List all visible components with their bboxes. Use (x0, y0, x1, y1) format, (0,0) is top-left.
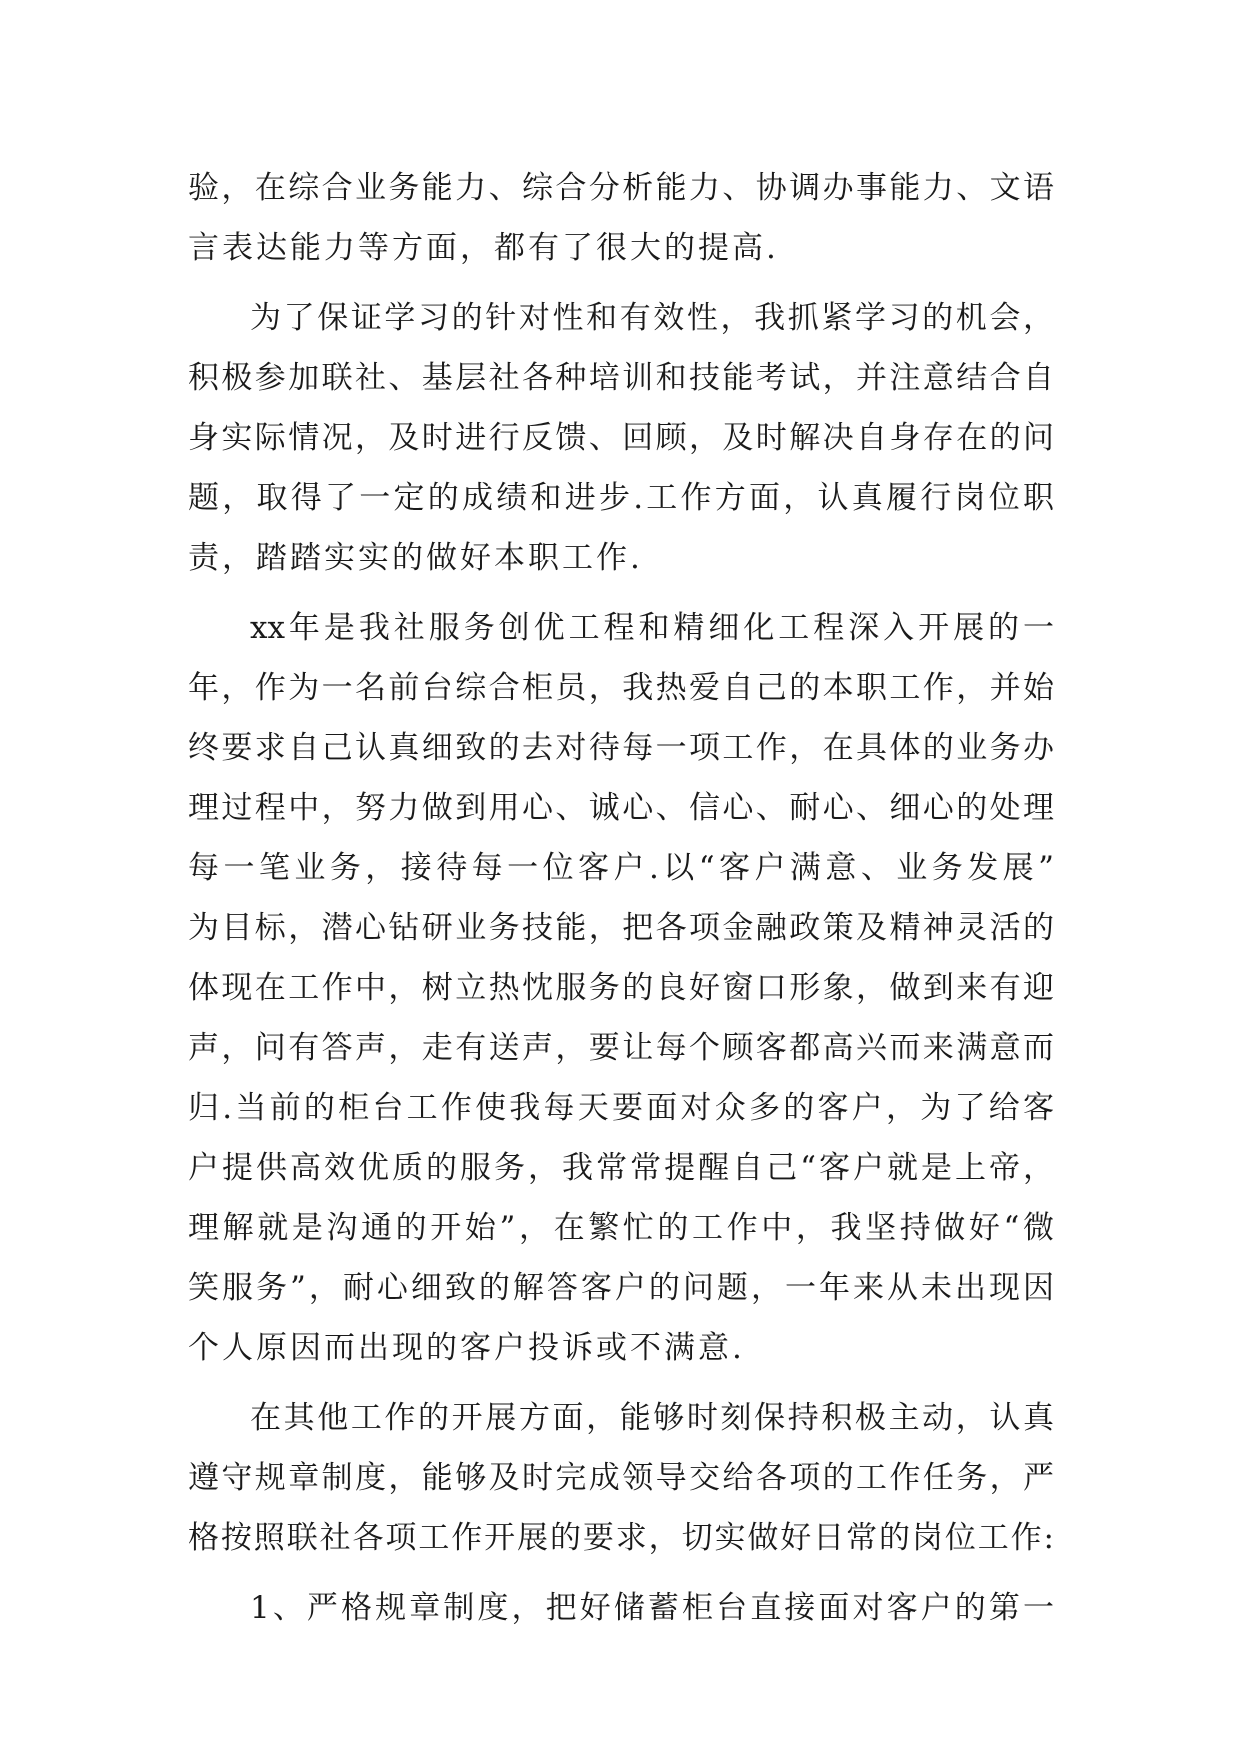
text-line: 终要求自己认真细致的去对待每一项工作，在具体的业务办 (188, 730, 1054, 766)
text-line: 1、严格规章制度，把好储蓄柜台直接面对客户的第一 (250, 1590, 1054, 1626)
text-line: 声，问有答声，走有送声，要让每个顾客都高兴而来满意而 (188, 1030, 1054, 1066)
paragraph (188, 598, 1054, 1378)
text-line: 笑服务”，耐心细致的解答客户的问题，一年来从未出现因 (188, 1270, 1054, 1306)
text-line: 体现在工作中，树立热忱服务的良好窗口形象，做到来有迎 (188, 970, 1054, 1006)
text-line: 积极参加联社、基层社各种培训和技能考试，并注意结合自 (188, 360, 1054, 396)
paragraph (188, 158, 1054, 278)
text-line: 为目标，潜心钻研业务技能，把各项金融政策及精神灵活的 (188, 910, 1054, 946)
paragraph (188, 1578, 1054, 1638)
text-line: 在其他工作的开展方面，能够时刻保持积极主动，认真 (250, 1400, 1054, 1436)
text-line: 每一笔业务，接待每一位客户.以“客户满意、业务发展” (188, 850, 1054, 886)
text-line: 责，踏踏实实的做好本职工作. (188, 540, 643, 576)
text-line: xx年是我社服务创优工程和精细化工程深入开展的一 (250, 610, 1054, 646)
paragraph (188, 288, 1054, 588)
text-line: 归.当前的柜台工作使我每天要面对众多的客户，为了给客 (188, 1090, 1054, 1126)
text-line: 理解就是沟通的开始”，在繁忙的工作中，我坚持做好“微 (188, 1210, 1054, 1246)
text-line: 题，取得了一定的成绩和进步.工作方面，认真履行岗位职 (188, 480, 1054, 516)
text-line: 遵守规章制度，能够及时完成领导交给各项的工作任务，严 (188, 1460, 1054, 1496)
text-line: 身实际情况，及时进行反馈、回顾，及时解决自身存在的问 (188, 420, 1054, 456)
text-line: 验，在综合业务能力、综合分析能力、协调办事能力、文语 (188, 170, 1054, 206)
text-line: 个人原因而出现的客户投诉或不满意. (188, 1330, 745, 1366)
paragraph (188, 1388, 1054, 1568)
text-line: 言表达能力等方面，都有了很大的提高. (188, 230, 779, 266)
document-body (188, 158, 1054, 1638)
text-line: 年，作为一名前台综合柜员，我热爱自己的本职工作，并始 (188, 670, 1054, 706)
text-line: 理过程中，努力做到用心、诚心、信心、耐心、细心的处理 (188, 790, 1054, 826)
text-line: 为了保证学习的针对性和有效性，我抓紧学习的机会， (250, 300, 1054, 336)
text-line: 格按照联社各项工作开展的要求，切实做好日常的岗位工作: (188, 1520, 1054, 1556)
text-line: 户提供高效优质的服务，我常常提醒自己“客户就是上帝， (188, 1150, 1054, 1186)
